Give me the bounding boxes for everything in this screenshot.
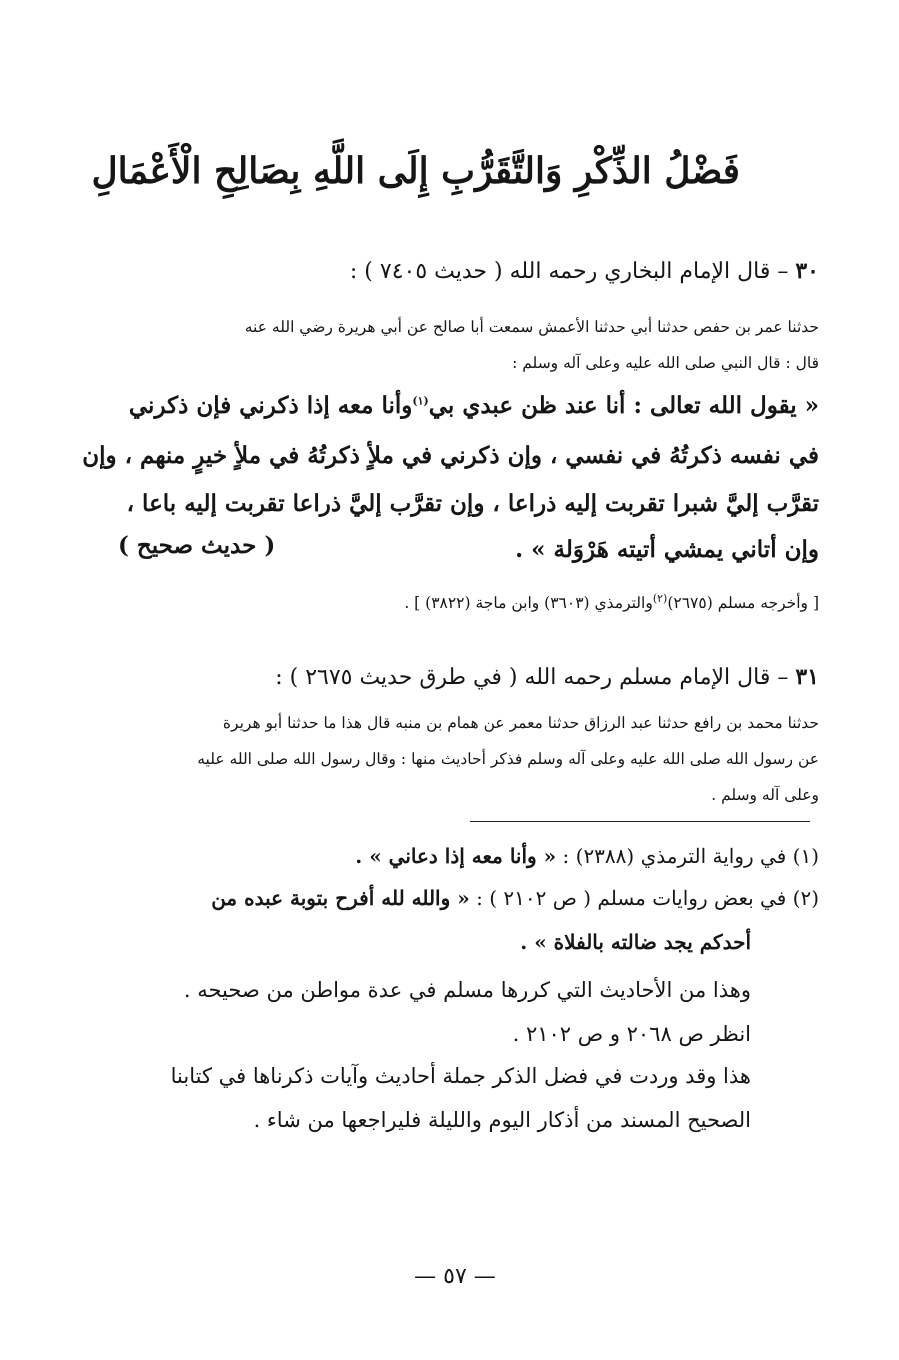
footnote-2-text: في بعض روايات مسلم ( ص ٢١٠٢ ) : — [476, 886, 787, 910]
footnote-2-note-1: وهذا من الأحاديث التي كررها مسلم في عدة مواطن من صحيحه . — [183, 978, 751, 1002]
footnote-2-note-2: انظر ص ٢٠٦٨ و ص ٢١٠٢ . — [512, 1022, 751, 1046]
hadith-30-line-4: وإن أتاني يمشي أتيته هَرْوَلة » . — [515, 536, 819, 563]
hadith-30-line-1b: وأنا معه إذا ذكرني فإن ذكرني — [128, 392, 413, 419]
isnad-31-line-3: وعلى آله وسلم . — [711, 786, 819, 804]
footnote-2-quote-cont — [520, 930, 751, 954]
footnote-1 — [355, 844, 819, 868]
hadith-31-number: ٣١ — [795, 664, 819, 690]
isnad-30-line-1: حدثنا عمر بن حفص حدثنا أبي حدثنا الأعمش سمعت أبا صالح عن أبي هريرة رضي الله عنه — [244, 318, 819, 336]
hadith-31-heading-text: – قال الإمام مسلم رحمه الله ( في طرق حديث ٢٦٧٥ ) : — [275, 665, 789, 690]
hadith-30-heading-text: – قال الإمام البخاري رحمه الله ( حديث ٧٤٠٥ ) : — [349, 259, 789, 284]
footnote-2-quote: « والله لله أفرح بتوبة عبده من — [211, 886, 470, 910]
takhrij-30-a: [ وأخرجه مسلم (٢٦٧٥) — [667, 594, 819, 613]
isnad-30-line-2: قال : قال النبي صلى الله عليه وعلى آله وسلم : — [512, 354, 819, 372]
isnad-31-line-2: عن رسول الله صلى الله عليه وعلى آله وسلم فذكر أحاديث منها : وقال رسول الله صلى الله عليه — [197, 750, 819, 768]
hadith-30-line-2: في نفسه ذكرتُهُ في نفسي ، وإن ذكرني في ملأٍ ذكرتُهُ في ملأٍ خيرٍ منهم ، وإن — [82, 442, 819, 469]
footnote-2-number: (٢) — [792, 886, 819, 910]
footnote-2-quote-line-2: أحدكم يجد ضالته بالفلاة » . — [520, 930, 751, 954]
footnote-ref-2: (٢) — [652, 592, 668, 605]
hadith-30-line-3: تقرَّب إليَّ شبرا تقربت إليه ذراعا ، وإن تقرَّب إليَّ ذراعا تقربت إليه باعا ، — [126, 490, 819, 517]
hadith-30-line-1 — [129, 392, 819, 419]
closing-note-line-1: هذا وقد وردت في فضل الذكر جملة أحاديث وآيات ذكرناها في كتابنا — [170, 1064, 751, 1088]
footnote-1-text: في رواية الترمذي (٢٣٨٨) : — [562, 844, 787, 868]
isnad-31-line-1: حدثنا محمد بن رافع حدثنا عبد الرزاق حدثنا معمر عن همام بن منبه قال هذا ما حدثنا أبو هريرة — [222, 714, 819, 732]
hadith-30-line-1a: « يقول الله تعالى : أنا عند ظن عبدي بي — [428, 392, 819, 419]
footnote-divider — [470, 821, 810, 822]
closing-note-line-2: الصحيح المسند من أذكار اليوم والليلة فليراجعها من شاء . — [253, 1108, 751, 1132]
hadith-30-grade: ( حديث صحيح ) — [118, 532, 276, 559]
footnote-2 — [211, 886, 819, 910]
footnote-1-quote: « وأنا معه إذا دعاني » . — [355, 844, 557, 868]
takhrij-30-b: والترمذي (٣٦٠٣) وابن ماجة (٣٨٢٢) ] . — [404, 594, 653, 613]
page-number: — ٥٧ — — [414, 1264, 496, 1289]
page-title: فَضْلُ الذِّكْرِ وَالتَّقَرُّبِ إِلَى اللَّهِ بِصَالِحِ الْأَعْمَالِ — [91, 150, 740, 192]
hadith-30-heading — [350, 258, 819, 284]
hadith-30-number: ٣٠ — [795, 258, 819, 284]
takhrij-30 — [404, 592, 819, 612]
hadith-31-heading — [275, 664, 819, 690]
footnote-ref-1: (١) — [412, 394, 429, 408]
footnote-1-number: (١) — [792, 844, 819, 868]
